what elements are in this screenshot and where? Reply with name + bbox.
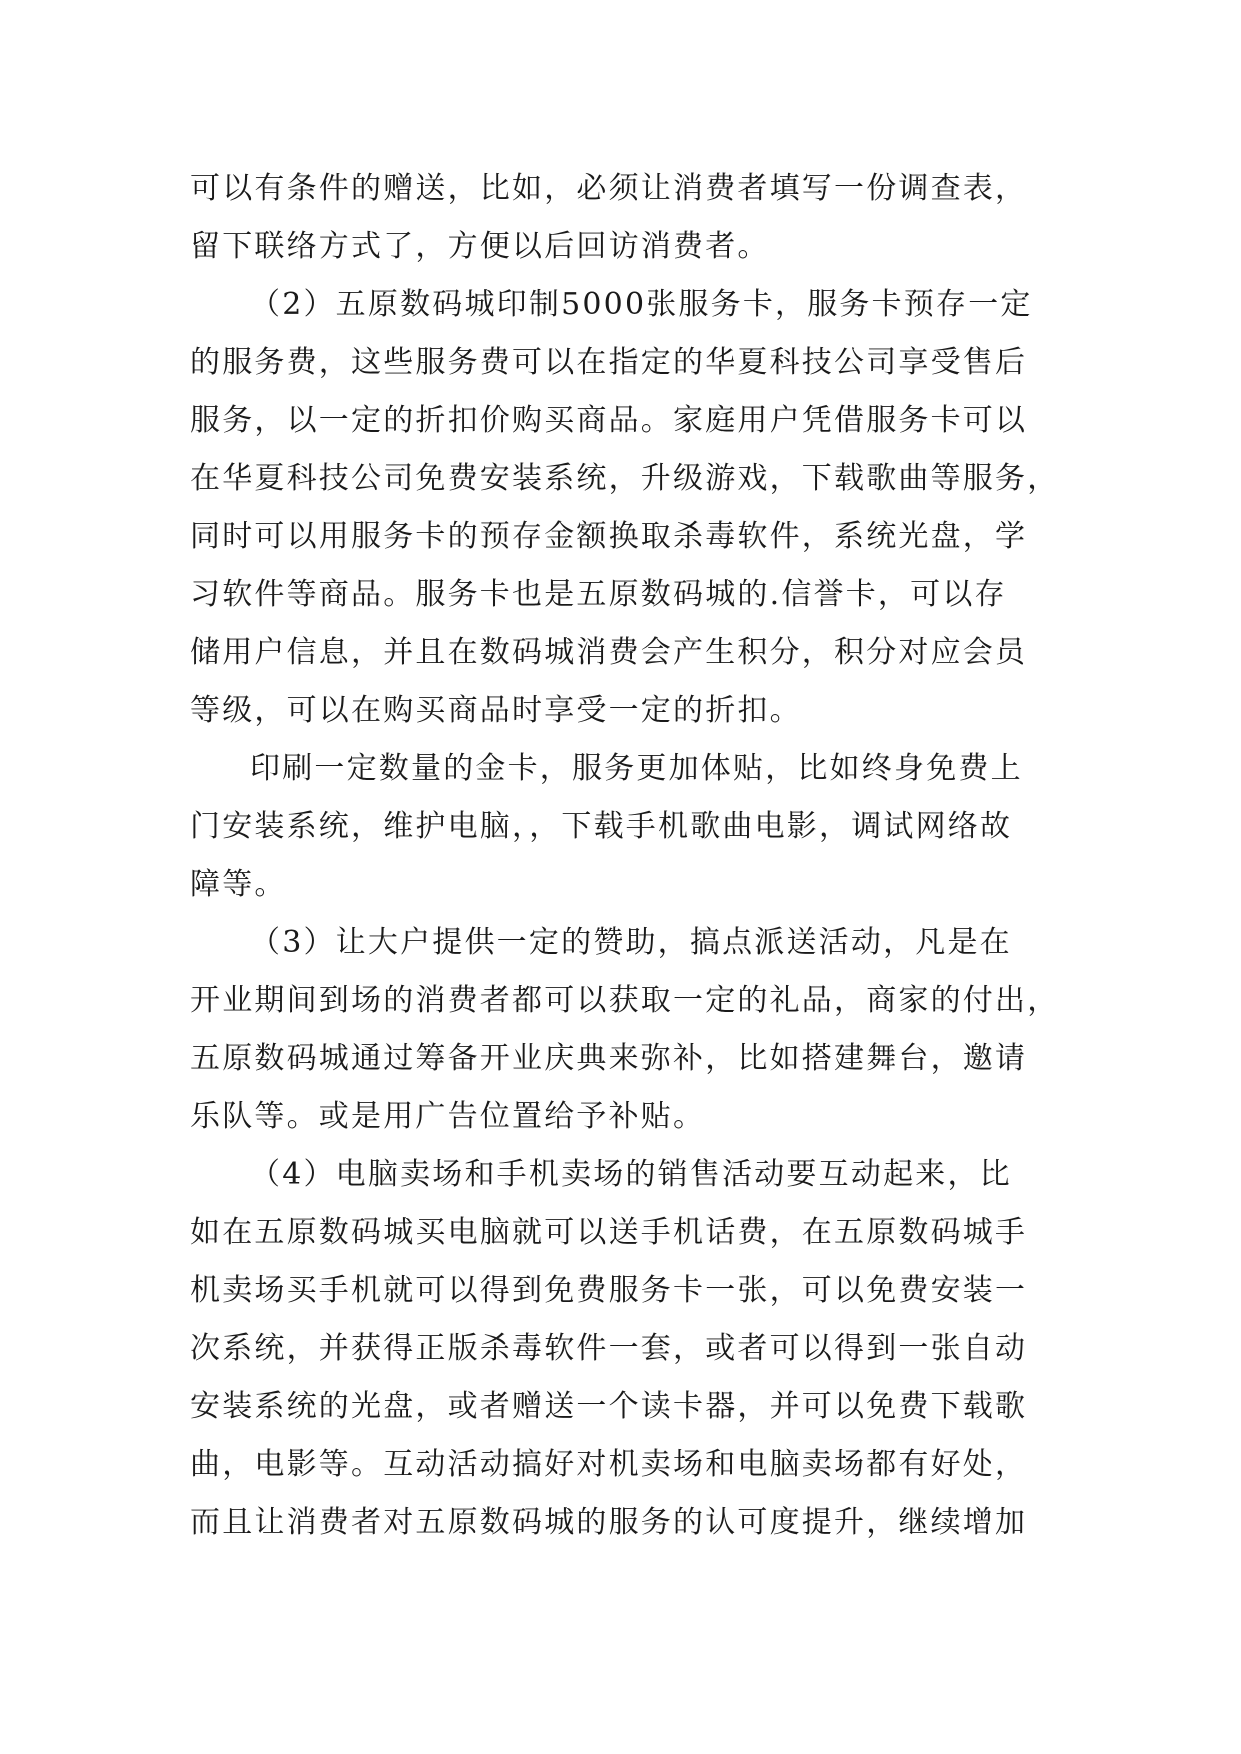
text-line: （3）让大户提供一定的赞助，搞点派送活动，凡是在 xyxy=(250,925,1012,960)
text-line: 印刷一定数量的金卡，服务更加体贴，比如终身免费上 xyxy=(250,751,1023,786)
text-line: 障等。 xyxy=(190,867,287,902)
text-line: 储用户信息，并且在数码城消费会产生积分，积分对应会员 xyxy=(190,635,1028,670)
text-line: 次系统，并获得正版杀毒软件一套，或者可以得到一张自动 xyxy=(190,1331,1028,1366)
text-line: 在华夏科技公司免费安装系统，升级游戏，下载歌曲等服务， xyxy=(190,461,1060,496)
text-line: 等级，可以在购买商品时享受一定的折扣。 xyxy=(190,693,802,728)
text-line: 如在五原数码城买电脑就可以送手机话费，在五原数码城手 xyxy=(190,1215,1028,1250)
text-line: （4）电脑卖场和手机卖场的销售活动要互动起来，比 xyxy=(250,1157,1012,1192)
text-line: 曲，电影等。互动活动搞好对机卖场和电脑卖场都有好处， xyxy=(190,1447,1028,1482)
text-line: 服务，以一定的折扣价购买商品。家庭用户凭借服务卡可以 xyxy=(190,403,1028,438)
text-line: 机卖场买手机就可以得到免费服务卡一张，可以免费安装一 xyxy=(190,1273,1028,1308)
document-body xyxy=(190,160,1060,1552)
text-line: 开业期间到场的消费者都可以获取一定的礼品，商家的付出， xyxy=(190,983,1060,1018)
text-line: 而且让消费者对五原数码城的服务的认可度提升，继续增加 xyxy=(190,1505,1028,1540)
text-line: 可以有条件的赠送，比如，必须让消费者填写一份调查表， xyxy=(190,171,1028,206)
text-line: 的服务费，这些服务费可以在指定的华夏科技公司享受售后 xyxy=(190,345,1028,380)
text-line: （2）五原数码城印制5000张服务卡，服务卡预存一定 xyxy=(250,287,1033,322)
text-line: 门安装系统，维护电脑，，下载手机歌曲电影，调试网络故 xyxy=(190,809,1013,844)
text-line: 留下联络方式了，方便以后回访消费者。 xyxy=(190,229,770,264)
text-line: 同时可以用服务卡的预存金额换取杀毒软件，系统光盘，学 xyxy=(190,519,1028,554)
text-line: 习软件等商品。服务卡也是五原数码城的.信誉卡，可以存 xyxy=(190,577,1007,612)
text-line: 乐队等。或是用广告位置给予补贴。 xyxy=(190,1099,706,1134)
text-line: 安装系统的光盘，或者赠送一个读卡器，并可以免费下载歌 xyxy=(190,1389,1028,1424)
text-line: 五原数码城通过筹备开业庆典来弥补，比如搭建舞台，邀请 xyxy=(190,1041,1028,1076)
